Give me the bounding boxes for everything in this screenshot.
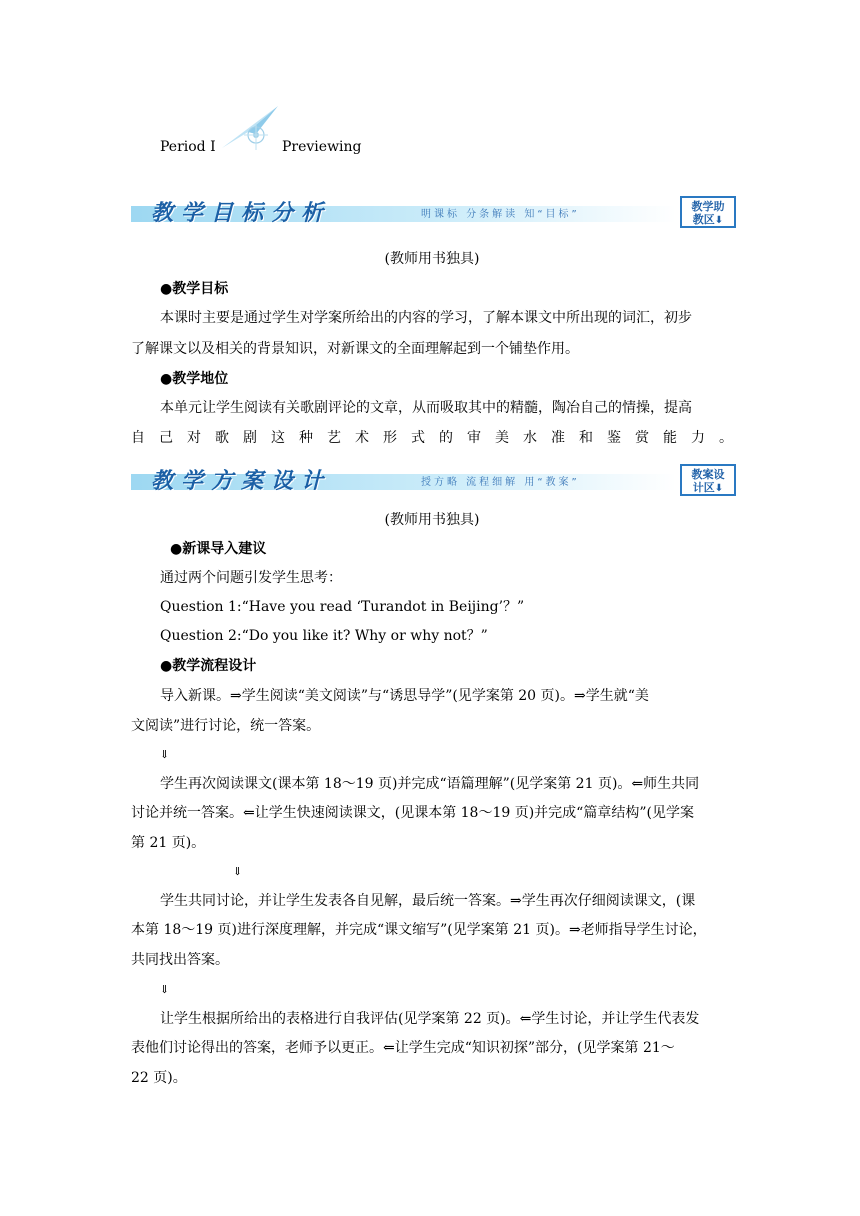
goals-para-line2: 了解课文以及相关的背景知识，对新课文的全面理解起到一个铺垫作用。 — [131, 341, 579, 357]
flow-p2-line1: 学生再次阅读课文(课本第 18～19 页)并完成“语篇理解”(见学案第 21 页)。⇐师生共同 — [160, 776, 700, 792]
banner-title: 教学方案设计 — [151, 469, 332, 494]
goals-heading: ●教学目标 — [160, 281, 229, 297]
flow-p4-line1: 让学生根据所给出的表格进行自我评估(见学案第 22 页)。⇐学生讨论，并让学生代表发 — [160, 1011, 700, 1027]
flow-p1-line2: 文阅读”进行讨论，统一答案。 — [131, 718, 321, 734]
banner-tag-line1: 教案设 — [691, 468, 725, 481]
banner-goal-analysis — [131, 196, 736, 228]
section-title: Previewing — [282, 139, 362, 155]
position-para-line1: 本单元让学生阅读有关歌剧评论的文章，从而吸取其中的精髓，陶冶自己的情操，提高 — [160, 400, 692, 416]
goals-para-line1: 本课时主要是通过学生对学案所给出的内容的学习，了解本课文中所出现的词汇，初步 — [160, 310, 692, 326]
teacher-only-note: (教师用书独具) — [384, 512, 480, 528]
period-label: Period Ⅰ — [160, 139, 216, 155]
flow-p2-line3: 第 21 页)。 — [131, 835, 206, 851]
flow-p3-line2: 本第 18～19 页)进行深度理解，并完成“课文缩写”(见学案第 21 页)。⇒老师指导学生讨论， — [131, 922, 707, 938]
position-heading: ●教学地位 — [160, 371, 229, 387]
banner-tag-line2: 教区 — [692, 213, 715, 226]
question-1: Question 1:“Have you read ‘Turandot in Beijing’？” — [160, 599, 525, 615]
banner-subtitle: 明课标 分条解读 知“目标” — [421, 209, 580, 220]
banner-tag-line1: 教学助 — [691, 200, 725, 213]
banner-subtitle: 授方略 流程细解 用“教案” — [421, 477, 580, 488]
flow-p3-line1: 学生共同讨论，并让学生发表各自见解，最后统一答案。⇒学生再次仔细阅读课文，(课 — [160, 893, 696, 909]
banner-title: 教学目标分析 — [151, 201, 332, 226]
down-arrow-icon: ⬇ — [714, 483, 724, 494]
flow-heading: ●教学流程设计 — [160, 658, 257, 674]
teacher-only-note: (教师用书独具) — [384, 251, 480, 267]
intro-line: 通过两个问题引发学生思考： — [160, 570, 342, 586]
banner-tag — [680, 464, 736, 496]
banner-plan-design — [131, 464, 736, 496]
flow-p1-line1: 导入新课。⇒学生阅读“美文阅读”与“诱思导学”(见学案第 20 页)。⇒学生就“美 — [160, 688, 649, 704]
question-2: Question 2:“Do you like it? Why or why not？” — [160, 628, 488, 644]
flow-p4-line2: 表他们讨论得出的答案，老师予以更正。⇐让学生完成“知识初探”部分，(见学案第 21～ — [131, 1040, 675, 1056]
flow-p3-line3: 共同找出答案。 — [131, 952, 229, 968]
position-para-line2: 自己对歌剧这种艺术形式的审美水准和鉴赏能力。 — [131, 430, 733, 446]
banner-tag-line2: 计区 — [692, 481, 715, 494]
flow-arrow: ⇓ — [233, 865, 243, 878]
banner-tag — [680, 196, 736, 228]
flow-p4-line3: 22 页)。 — [131, 1070, 187, 1086]
paper-plane-icon — [218, 104, 282, 154]
intro-heading: ●新课导入建议 — [170, 541, 267, 557]
down-arrow-icon: ⬇ — [714, 215, 724, 226]
flow-arrow: ⇓ — [160, 748, 170, 761]
flow-p2-line2: 讨论并统一答案。⇐让学生快速阅读课文，(见课本第 18～19 页)并完成“篇章结构”(见学案 — [131, 805, 694, 821]
flow-arrow: ⇓ — [160, 983, 170, 996]
